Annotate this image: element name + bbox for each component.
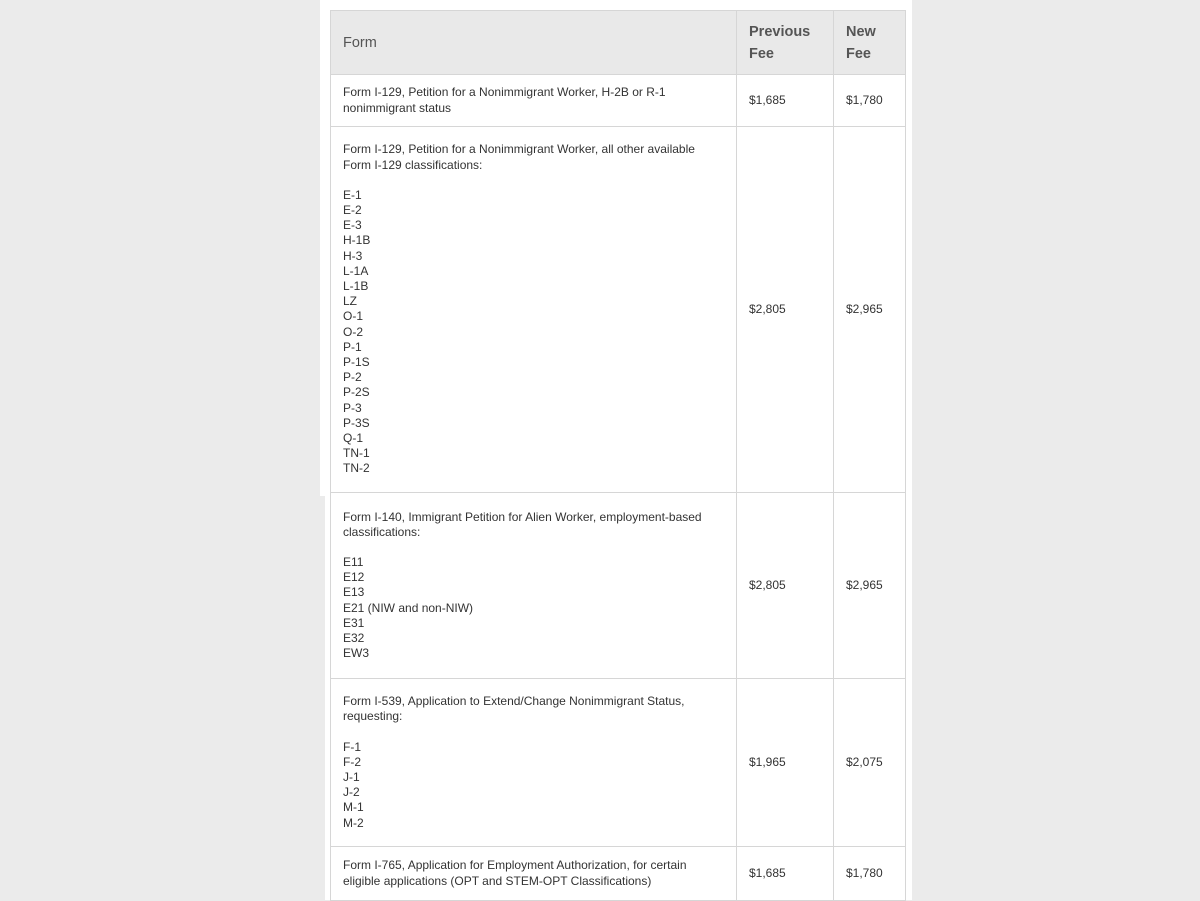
new-fee-column-header: New Fee bbox=[834, 11, 906, 75]
previous-fee-cell: $1,965 bbox=[737, 679, 834, 847]
classification-list bbox=[343, 555, 724, 661]
classification-code: M-1 bbox=[343, 800, 364, 815]
classification-code: L-1A bbox=[343, 263, 369, 278]
form-cell bbox=[331, 847, 737, 901]
form-cell bbox=[331, 679, 737, 847]
classification-code: P-3 bbox=[343, 400, 362, 415]
classification-code: E11 bbox=[343, 554, 364, 569]
table-header bbox=[331, 11, 906, 75]
classification-code: F-2 bbox=[343, 754, 361, 769]
classification-list bbox=[343, 740, 724, 831]
form-description: Form I-129, Petition for a Nonimmigrant Worker, all other available Form I-129 classifications: bbox=[343, 142, 695, 172]
form-description: Form I-539, Application to Extend/Change Nonimmigrant Status, requesting: bbox=[343, 694, 685, 724]
new-fee-cell: $2,075 bbox=[834, 679, 906, 847]
classification-code: LZ bbox=[343, 294, 358, 309]
classification-code: H-3 bbox=[343, 248, 363, 263]
table-row bbox=[331, 493, 906, 679]
previous-fee-cell: $2,805 bbox=[737, 127, 834, 493]
classification-code: M-2 bbox=[343, 815, 364, 830]
previous-fee-cell: $1,685 bbox=[737, 847, 834, 901]
form-cell bbox=[331, 127, 737, 493]
table-row bbox=[331, 679, 906, 847]
classification-code: P-3S bbox=[343, 415, 370, 430]
new-fee-cell: $1,780 bbox=[834, 847, 906, 901]
classification-code: P-2 bbox=[343, 370, 362, 385]
form-description: Form I-140, Immigrant Petition for Alien Worker, employment-based classifications: bbox=[343, 509, 702, 539]
classification-code: P-1 bbox=[343, 339, 362, 354]
classification-code: E13 bbox=[343, 585, 365, 600]
classification-list bbox=[343, 188, 724, 477]
fee-table bbox=[330, 10, 906, 901]
classification-code: E-1 bbox=[343, 187, 362, 202]
form-cell bbox=[331, 493, 737, 679]
classification-code: H-1B bbox=[343, 233, 371, 248]
classification-code: P-2S bbox=[343, 385, 370, 400]
classification-code: F-1 bbox=[343, 739, 361, 754]
classification-code: EW3 bbox=[343, 646, 370, 661]
table-row bbox=[331, 847, 906, 901]
header-row bbox=[331, 11, 906, 75]
classification-code: TN-2 bbox=[343, 461, 370, 476]
previous-fee-cell: $2,805 bbox=[737, 493, 834, 679]
classification-code: O-1 bbox=[343, 309, 364, 324]
form-description: Form I-129, Petition for a Nonimmigrant Worker, H-2B or R-1 nonimmigrant status bbox=[343, 85, 666, 115]
classification-code: O-2 bbox=[343, 324, 364, 339]
form-cell bbox=[331, 75, 737, 127]
form-column-header: Form bbox=[331, 11, 737, 75]
classification-code: E12 bbox=[343, 570, 365, 585]
new-fee-cell: $2,965 bbox=[834, 127, 906, 493]
table-row bbox=[331, 127, 906, 493]
classification-code: P-1S bbox=[343, 355, 370, 369]
new-fee-cell: $1,780 bbox=[834, 75, 906, 127]
classification-code: E31 bbox=[343, 615, 365, 630]
classification-code: E-3 bbox=[343, 218, 362, 233]
table-body bbox=[331, 75, 906, 901]
table-row bbox=[331, 75, 906, 127]
classification-code: J-2 bbox=[343, 785, 360, 800]
classification-code: E32 bbox=[343, 631, 365, 645]
classification-code: TN-1 bbox=[343, 446, 370, 461]
previous-fee-cell: $1,685 bbox=[737, 75, 834, 127]
new-fee-cell: $2,965 bbox=[834, 493, 906, 679]
previous-fee-column-header: Previous Fee bbox=[737, 11, 834, 75]
form-description: Form I-765, Application for Employment Authorization, for certain eligible applications (OPT and STEM-OPT Classifications) bbox=[343, 858, 687, 888]
classification-code: E-2 bbox=[343, 202, 362, 217]
classification-code: E21 (NIW and non-NIW) bbox=[343, 600, 474, 615]
classification-code: J-1 bbox=[343, 770, 360, 784]
classification-code: Q-1 bbox=[343, 431, 364, 446]
classification-code: L-1B bbox=[343, 278, 369, 293]
